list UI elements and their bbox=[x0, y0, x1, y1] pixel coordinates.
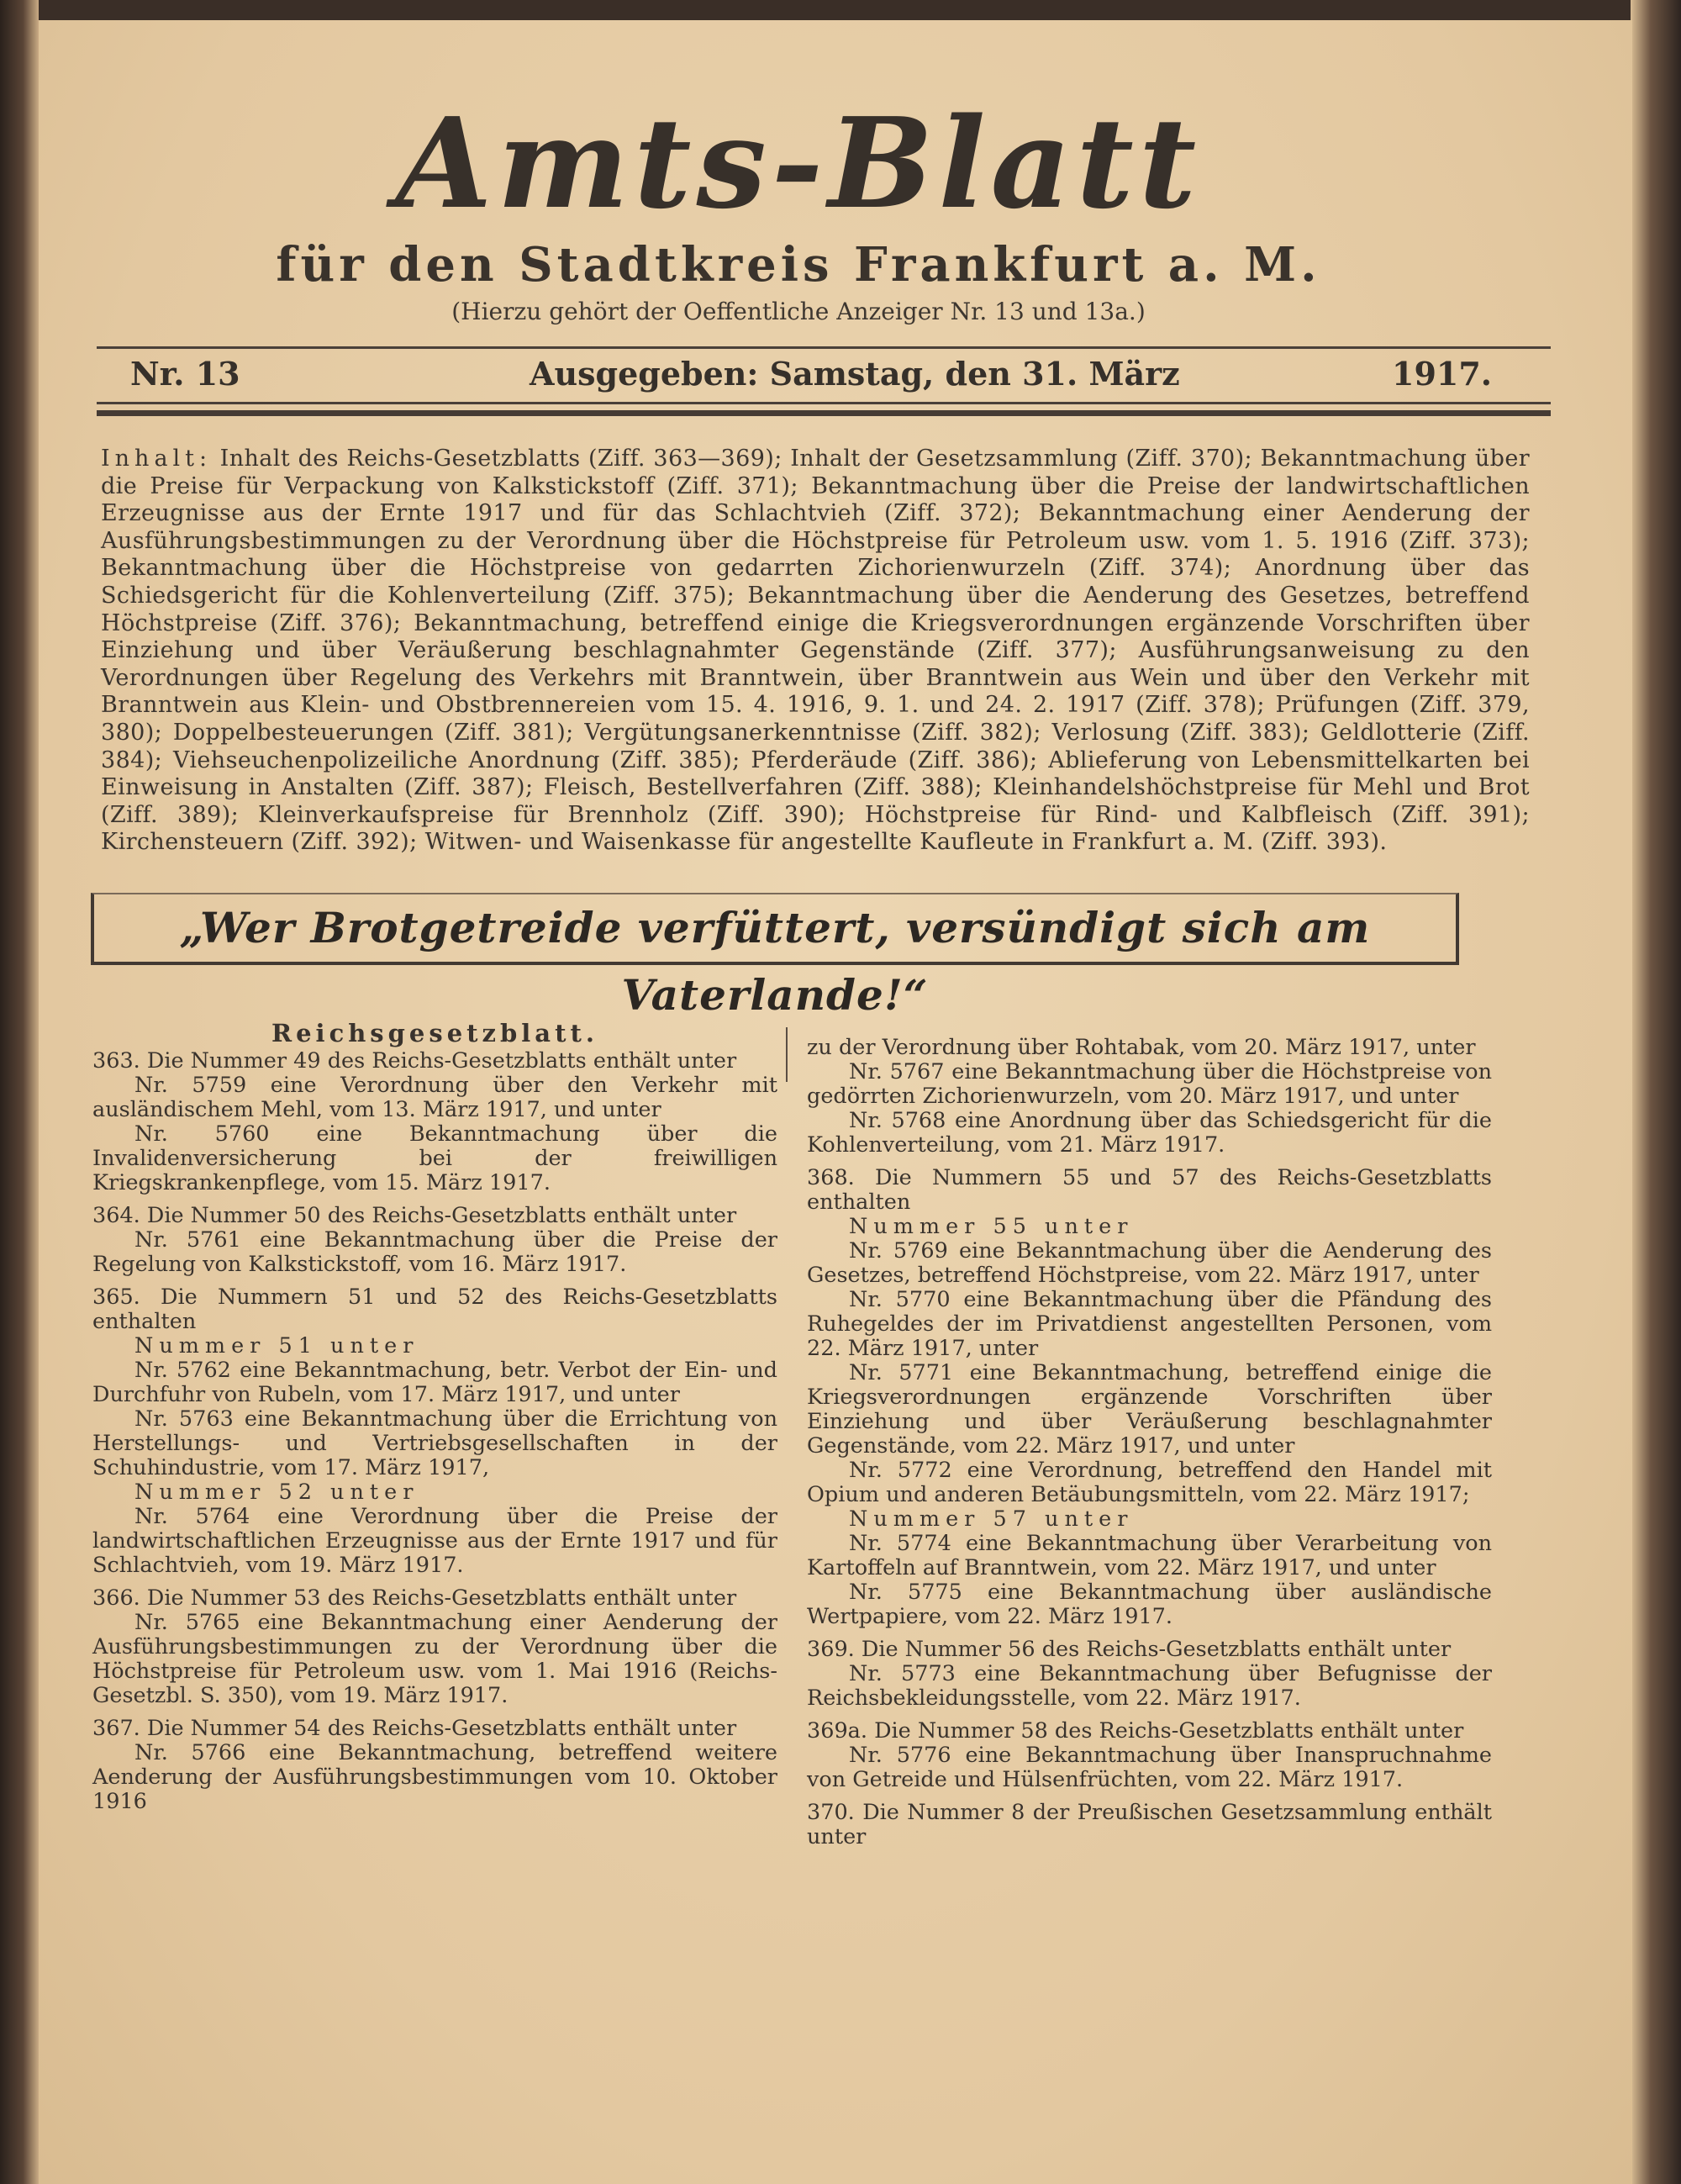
entry-368 bbox=[807, 1166, 1492, 1629]
entry-366 bbox=[92, 1586, 777, 1708]
entry-head: 364. Die Nummer 50 des Reichs-Gesetzblatts enthält unter bbox=[92, 1203, 737, 1228]
entry-367 bbox=[92, 1717, 777, 1814]
contents-label: Inhalt: bbox=[101, 446, 213, 472]
slogan-box: „Wer Brotgetreide verfüttert, versündigt sich am Vaterlande!“ bbox=[91, 893, 1459, 965]
contents-text: Inhalt des Reichs-Gesetzblatts (Ziff. 363—369); Inhalt der Gesetzsammlung (Ziff. 370); Bekanntmachung über die Preise für Verpackung von Kalkstickstoff (Ziff. 371); Bekanntmachung über die Preise der landwirtschaftlichen Erzeugnisse aus der Ernte 1917 und für das Schlachtvieh (Ziff. 372); Bekanntmachung einer Aenderung der Ausführungsbestimmungen zu der Verordnung über die Höchstpreise für Petroleum usw. vom 1. 5. 1916 (Ziff. 373); Bekanntmachung über die Höchstpreise von gedarrten Zichorienwurzeln (Ziff. 374); Anordnung über das Schiedsgericht für die Kohlenverteilung (Ziff. 375); Bekanntmachung über die Aenderung des Gesetzes, betreffend Höchstpreise (Ziff. 376); Bekanntmachung, betreffend einige die Kriegsverordnungen ergänzende Vorschriften über Einziehung und über Veräußerung beschlagnahmter Gegenstände (Ziff. 377); Ausführungsanweisung zu den Verordnungen über Regelung des Verkehrs mit Branntwein, über Branntwein aus Wein und über den Verkehr mit Branntwein aus Klein- und Obstbrennereien vom 15. 4. 1916, 9. 1. und 24. 2. 1917 (Ziff. 378); Prüfungen (Ziff. 379, 380); Doppelbesteuerungen (Ziff. 381); Vergütungsanerkenntnisse (Ziff. 382); Verlosung (Ziff. 383); Geldlotterie (Ziff. 384); Viehseuchenpolizeiliche Anordnung (Ziff. 385); Pferderäude (Ziff. 386); Ablieferung von Lebensmittelkarten bei Einweisung in Anstalten (Ziff. 387); Fleisch, Bestellverfahren (Ziff. 388); Kleinhandelshöchstpreise für Mehl und Brot (Ziff. 389); Kleinverkaufspreise für Brennholz (Ziff. 390); Höchstpreise für Rind- und Kalbfleisch (Ziff. 391); Kirchensteuern (Ziff. 392); Witwen- und Waisenkasse für angestellte Kaufleute in Frankfurt a. M. (Ziff. 393). bbox=[101, 446, 1531, 856]
entry-head: 369a. Die Nummer 58 des Reichs-Gesetzblatts enthält unter bbox=[807, 1718, 1464, 1744]
right-column bbox=[807, 1036, 1492, 1858]
binding-edge-left bbox=[0, 0, 39, 2184]
entry-item: Nr. 5765 eine Bekanntmachung einer Aenderung der Ausführungsbestimmungen zu der Verordnung über die Höchstpreise für Petroleum usw. vom 1. Mai 1916 (Reichs-Gesetzbl. S. 350), vom 19. März 1917. bbox=[92, 1610, 777, 1708]
entry-item: Nr. 5767 eine Bekanntmachung über die Höchstpreise von gedörrten Zichorienwurzeln, vom 20. März 1917, und unter bbox=[807, 1059, 1492, 1109]
entry-item: Nr. 5768 eine Anordnung über das Schiedsgericht für die Kohlenverteilung, vom 21. März 1917. bbox=[807, 1108, 1492, 1158]
entry-363 bbox=[92, 1049, 777, 1195]
entry-369 bbox=[807, 1638, 1492, 1711]
masthead-title: Amts-Blatt bbox=[395, 90, 1202, 236]
section-heading: Reichsgesetzblatt. bbox=[271, 1019, 598, 1047]
entry-item: Nr. 5775 eine Bekanntmachung über ausländische Wertpapiere, vom 22. März 1917. bbox=[807, 1580, 1492, 1629]
rule-thick bbox=[97, 410, 1551, 416]
entry-369a bbox=[807, 1719, 1492, 1792]
masthead-note: (Hierzu gehört der Oeffentliche Anzeiger Nr. 13 und 13a.) bbox=[451, 298, 1146, 325]
entry-364 bbox=[92, 1204, 777, 1277]
masthead bbox=[101, 90, 1496, 325]
entry-item: Nr. 5774 eine Bekanntmachung über Verarbeitung von Kartoffeln auf Branntwein, vom 22. März 1917, und unter bbox=[807, 1531, 1492, 1580]
entry-item: Nr. 5770 eine Bekanntmachung über die Pfändung des Ruhegeldes der im Privatdienst angestellten Personen, vom 22. März 1917, unter bbox=[807, 1287, 1492, 1361]
entry-head: 369. Die Nummer 56 des Reichs-Gesetzblatts enthält unter bbox=[807, 1637, 1452, 1662]
entry-subhead: Nummer 57 unter bbox=[849, 1506, 1134, 1532]
dateline bbox=[97, 351, 1492, 398]
binding-edge-right bbox=[1631, 0, 1681, 2184]
entry-subhead: Nummer 55 unter bbox=[849, 1214, 1134, 1239]
issue-year: 1917. bbox=[1392, 355, 1492, 393]
entry-item: Nr. 5764 eine Verordnung über die Preise der landwirtschaftlichen Erzeugnisse aus der Ernte 1917 und für Schlachtvieh, vom 19. März 1917. bbox=[92, 1504, 777, 1578]
entry-367-continued bbox=[807, 1036, 1492, 1158]
entry-item: Nr. 5776 eine Bekanntmachung über Inanspruchnahme von Getreide und Hülsenfrüchten, vom 22. März 1917. bbox=[807, 1743, 1492, 1792]
entry-head: 370. Die Nummer 8 der Preußischen Gesetzsammlung enthält unter bbox=[807, 1800, 1492, 1849]
entry-continuation: zu der Verordnung über Rohtabak, vom 20. März 1917, unter bbox=[807, 1035, 1476, 1060]
entry-item: Nr. 5763 eine Bekanntmachung über die Errichtung von Herstellungs- und Vertriebsgesellschaften in der Schuhindustrie, vom 17. März 1917, bbox=[92, 1406, 777, 1480]
entry-item: Nr. 5771 eine Bekanntmachung, betreffend einige die Kriegsverordnungen ergänzende Vorschriften über Einziehung und über Veräußerung beschlagnahmter Gegenstände, vom 22. März 1917, und unter bbox=[807, 1360, 1492, 1459]
entry-head: 365. Die Nummern 51 und 52 des Reichs-Gesetzblatts enthalten bbox=[92, 1285, 777, 1334]
entry-item: Nr. 5760 eine Bekanntmachung über die Invalidenversicherung bei der freiwilligen Kriegskrankenpflege, vom 15. März 1917. bbox=[92, 1121, 777, 1195]
masthead-subtitle: für den Stadtkreis Frankfurt a. M. bbox=[276, 237, 1321, 293]
issue-number: Nr. 13 bbox=[130, 355, 240, 393]
entry-subhead: Nummer 51 unter bbox=[134, 1333, 419, 1358]
rule-under-dateline bbox=[97, 402, 1551, 404]
entry-item: Nr. 5759 eine Verordnung über den Verkehr mit ausländischem Mehl, vom 13. März 1917, und unter bbox=[92, 1073, 777, 1122]
left-column bbox=[92, 1021, 777, 1823]
entry-subhead: Nummer 52 unter bbox=[134, 1480, 419, 1505]
entry-item: Nr. 5766 eine Bekanntmachung, betreffend weitere Aenderung der Ausführungsbestimmungen vom 10. Oktober 1916 bbox=[92, 1740, 777, 1814]
column-divider bbox=[786, 1027, 788, 1082]
entry-item: Nr. 5772 eine Verordnung, betreffend den Handel mit Opium und anderen Betäubungsmitteln, vom 22. März 1917; bbox=[807, 1458, 1492, 1507]
entry-head: 366. Die Nummer 53 des Reichs-Gesetzblatts enthält unter bbox=[92, 1585, 737, 1611]
entry-item: Nr. 5769 eine Bekanntmachung über die Aenderung des Gesetzes, betreffend Höchstpreise, vom 22. März 1917, unter bbox=[807, 1238, 1492, 1288]
entry-item: Nr. 5773 eine Bekanntmachung über Befugnisse der Reichsbekleidungsstelle, vom 22. März 1917. bbox=[807, 1661, 1492, 1711]
entry-head: 363. Die Nummer 49 des Reichs-Gesetzblatts enthält unter bbox=[92, 1048, 737, 1074]
entry-item: Nr. 5761 eine Bekanntmachung über die Preise der Regelung von Kalkstickstoff, vom 16. März 1917. bbox=[92, 1227, 777, 1277]
entry-head: 368. Die Nummern 55 und 57 des Reichs-Gesetzblatts enthalten bbox=[807, 1165, 1492, 1215]
issue-date: Ausgegeben: Samstag, den 31. März bbox=[530, 355, 1180, 393]
entry-head: 367. Die Nummer 54 des Reichs-Gesetzblatts enthält unter bbox=[92, 1716, 737, 1741]
entry-item: Nr. 5762 eine Bekanntmachung, betr. Verbot der Ein- und Durchfuhr von Rubeln, vom 17. März 1917, und unter bbox=[92, 1358, 777, 1407]
rule-top bbox=[97, 346, 1551, 349]
entry-370 bbox=[807, 1801, 1492, 1849]
table-of-contents bbox=[101, 446, 1530, 857]
entry-365 bbox=[92, 1285, 777, 1578]
